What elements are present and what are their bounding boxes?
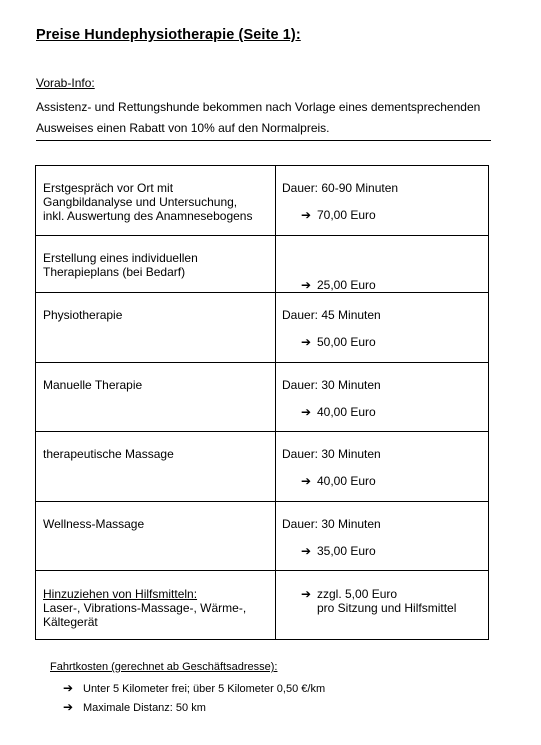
arrow-right-icon: ➔ [301,208,312,222]
price-cell [276,571,489,640]
arrow-right-icon: ➔ [301,474,312,488]
price-value: 70,00 Euro [317,208,376,222]
vorab-info-text [36,97,506,139]
price-cell [276,502,489,571]
service-name: Wellness-Massage [43,517,145,531]
arrow-right-icon: ➔ [63,700,74,714]
list-item-text: Unter 5 Kilometer frei; über 5 Kilometer 0,50 €/km [83,683,326,695]
vorab-info-line: Assistenz- und Rettungshunde bekommen nach Vorlage eines dementsprechenden [36,100,481,114]
service-cell [36,571,276,640]
arrow-right-icon: ➔ [301,587,312,601]
service-name: inkl. Auswertung des Anamnesebogens [43,209,253,223]
vorab-info-line: Ausweises einen Rabatt von 10% auf den Normalpreis. [36,121,330,135]
price-line [282,474,482,488]
price-cell [276,432,489,502]
service-name: therapeutische Massage [43,447,174,461]
price-line [282,208,482,222]
arrow-right-icon: ➔ [301,278,312,292]
price-cell [276,236,489,293]
vorab-info-label: Vorab-Info: [36,76,95,90]
table-row [36,166,489,236]
service-name: Erstellung eines individuellen [43,251,198,265]
price-line [282,544,482,558]
arrow-right-icon: ➔ [301,335,312,349]
list-item [63,700,206,714]
price-value: 25,00 Euro [317,278,376,292]
table-row [36,502,489,571]
divider [36,140,491,141]
price-line [282,335,482,349]
service-cell [36,293,276,363]
price-line [282,278,482,292]
duration-text: Dauer: 60-90 Minuten [282,181,399,195]
table-row [36,293,489,363]
price-table [35,165,489,640]
list-item-text: Maximale Distanz: 50 km [83,702,206,714]
price-value: zzgl. 5,00 Euro [317,587,398,601]
list-item [63,681,325,695]
duration-text: Dauer: 30 Minuten [282,378,381,392]
duration-text [282,251,482,278]
service-cell [36,502,276,571]
service-cell [36,363,276,432]
price-value: 40,00 Euro [317,405,376,419]
service-name: Gangbildanalyse und Untersuchung, [43,195,238,209]
price-value: 50,00 Euro [317,335,376,349]
price-line [282,405,482,419]
table-row [36,236,489,293]
service-cell [36,166,276,236]
arrow-right-icon: ➔ [63,681,74,695]
duration-text: Dauer: 45 Minuten [282,308,381,322]
service-name: Erstgespräch vor Ort mit [43,181,174,195]
price-cell [276,166,489,236]
service-name: Laser-, Vibrations-Massage-, Wärme-, [43,601,247,615]
table-row [36,571,489,640]
price-value: 40,00 Euro [317,474,376,488]
price-cell [276,293,489,363]
duration-text: Dauer: 30 Minuten [282,447,381,461]
service-name: Physiotherapie [43,308,123,322]
price-line [282,587,482,601]
arrow-right-icon: ➔ [301,544,312,558]
arrow-right-icon: ➔ [301,405,312,419]
price-cell [276,363,489,432]
service-name: Manuelle Therapie [43,378,143,392]
duration-text: Dauer: 30 Minuten [282,517,381,531]
price-note-text: pro Sitzung und Hilfsmittel [317,601,457,615]
price-note [282,601,482,615]
service-name: Kältegerät [43,615,98,629]
table-row [36,363,489,432]
fahrtkosten-label: Fahrtkosten (gerechnet ab Geschäftsadresse): [50,661,278,673]
hilfsmittel-heading: Hinzuziehen von Hilfsmitteln: [43,587,198,601]
price-value: 35,00 Euro [317,544,376,558]
service-cell [36,236,276,293]
service-cell [36,432,276,502]
table-row [36,432,489,502]
service-name: Therapieplans (bei Bedarf) [43,265,186,279]
page-title: Preise Hundephysiotherapie (Seite 1): [36,27,301,43]
